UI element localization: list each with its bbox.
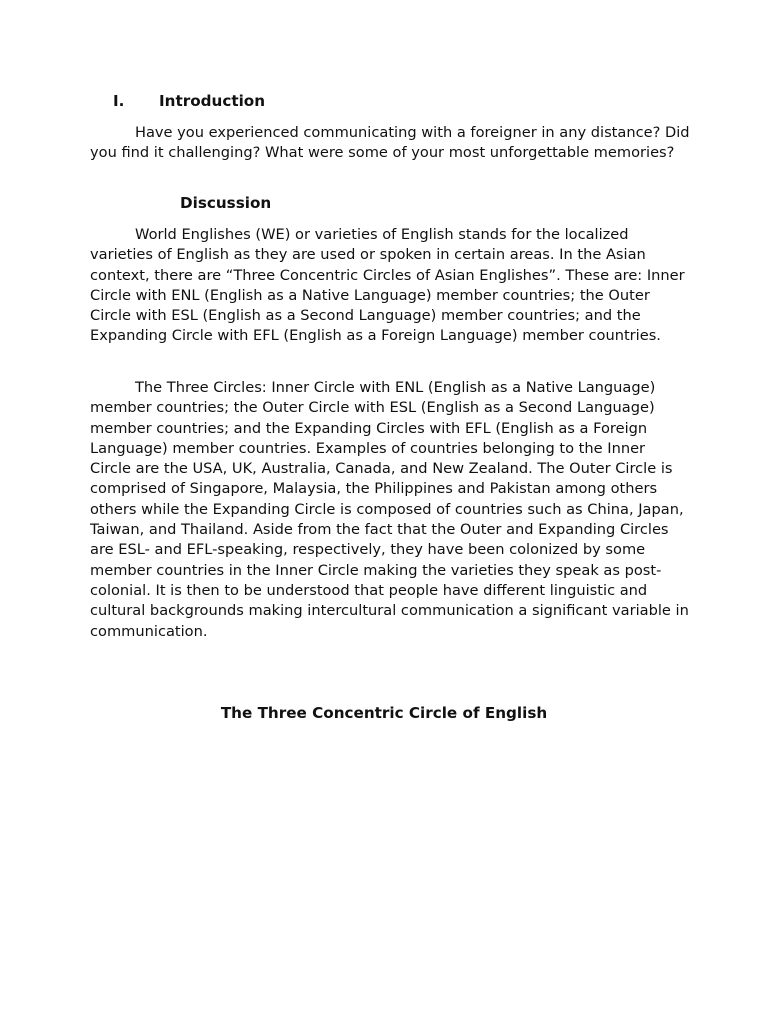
discussion-paragraph-1: [90, 225, 690, 347]
discussion-paragraph-2: [90, 378, 690, 642]
figure-title: The Three Concentric Circle of English: [220, 704, 548, 722]
section-title: Introduction: [159, 92, 266, 110]
section-number: I.: [113, 92, 125, 110]
discussion-paragraph-2-text: The Three Circles: Inner Circle with ENL (English as a Native Language) member countries; the Outer Circle with ESL (English as a Second Language) member countries; and the Expanding Circles with EFL (English as a Foreign Language) member countries. Examples of countries belonging to the Inner Circle are the USA, UK, Australia, Canada, and New Zealand. The Outer Circle is comprised of Singapore, Malaysia, the Philippines and Pakistan among others others while the Expanding Circle is composed of countries such as China, Japan, Taiwan, and Thailand. Aside from the fact that the Outer and Expanding Circles are ESL- and EFL-speaking, respectively, they have been colonized by some member countries in the Inner Circle making the varieties they speak as post-colonial. It is then to be understood that people have different linguistic and cultural backgrounds making intercultural communication a significant variable in communication.: [90, 379, 689, 640]
introduction-paragraph-text: Have you experienced communicating with a foreigner in any distance? Did you find it challenging? What were some of your most unforgettable memories?: [90, 124, 690, 162]
discussion-paragraph-1-text: World Englishes (WE) or varieties of English stands for the localized varieties of English as they are used or spoken in certain areas. In the Asian context, there are “Three Concentric Circles of Asian Englishes”. These are: Inner Circle with ENL (English as a Native Language) member countries; the Outer Circle with ESL (English as a Second Language) member countries; and the Expanding Circle with EFL (English as a Foreign Language) member countries.: [90, 226, 685, 345]
section-heading-introduction: [113, 92, 265, 110]
discussion-heading: Discussion: [180, 194, 272, 212]
introduction-paragraph: [90, 123, 690, 164]
